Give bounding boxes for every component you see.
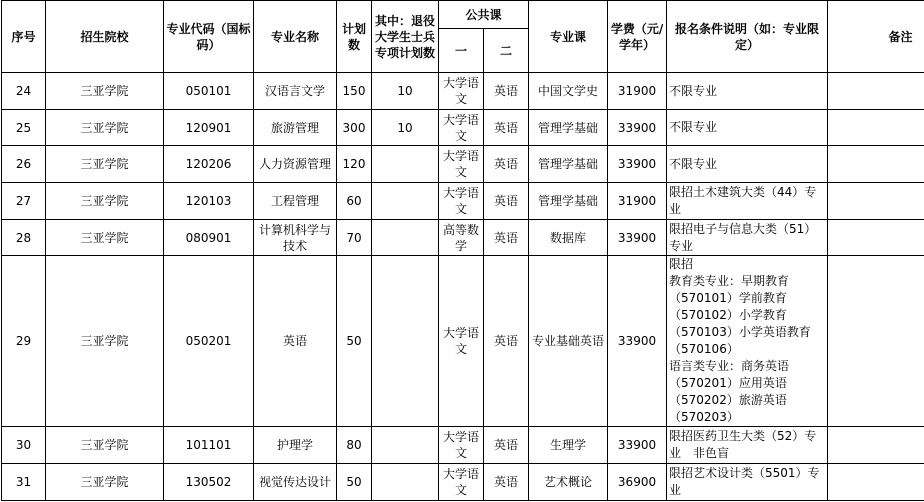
cell-public-two: 英语	[484, 427, 529, 464]
cell-remark	[828, 464, 924, 501]
cell-school: 三亚学院	[46, 146, 164, 183]
cell-major-course: 艺术概论	[529, 464, 608, 501]
cell-remark	[828, 256, 924, 427]
header-plan: 计划数	[337, 1, 372, 73]
cell-school: 三亚学院	[46, 427, 164, 464]
cell-tuition: 31900	[608, 73, 667, 110]
cell-major-code: 130502	[164, 464, 254, 501]
cell-major-code: 120103	[164, 183, 254, 220]
cell-major-name: 汉语言文学	[254, 73, 337, 110]
cell-remark	[828, 146, 924, 183]
cell-veteran-plan	[372, 183, 439, 220]
header-conditions: 报名条件说明（如：专业限定）	[667, 1, 828, 73]
cell-veteran-plan	[372, 464, 439, 501]
cell-major-code: 120901	[164, 110, 254, 146]
cell-school: 三亚学院	[46, 110, 164, 146]
table-row	[2, 256, 924, 427]
header-major-code: 专业代码（国标码）	[164, 1, 254, 73]
cell-seq: 31	[2, 464, 46, 501]
cell-tuition: 33900	[608, 427, 667, 464]
cell-conditions: 限招艺术设计类（5501）专业	[667, 464, 828, 501]
header-remark: 备注	[828, 1, 924, 73]
cell-conditions: 限招医药卫生大类（52）专业 非色盲	[667, 427, 828, 464]
header-tuition: 学费（元/学年）	[608, 1, 667, 73]
cell-major-code: 120206	[164, 146, 254, 183]
cell-public-one: 大学语文	[439, 183, 484, 220]
header-public-one: 一	[439, 29, 484, 73]
cell-conditions: 限招 教育类专业：早期教育（570101）学前教育（570102）小学教育（570103）小学英语教育（570106） 语言类专业：商务英语（570201）应用英语（570202）旅游英语（570203）	[667, 256, 828, 427]
cell-major-course: 数据库	[529, 220, 608, 256]
cell-major-code: 101101	[164, 427, 254, 464]
cell-major-course: 管理学基础	[529, 146, 608, 183]
header-school: 招生院校	[46, 1, 164, 73]
cell-remark	[828, 183, 924, 220]
cell-seq: 24	[2, 73, 46, 110]
cell-veteran-plan	[372, 146, 439, 183]
cell-conditions: 不限专业	[667, 73, 828, 110]
admission-table	[1, 0, 924, 501]
cell-major-course: 生理学	[529, 427, 608, 464]
cell-plan: 50	[337, 256, 372, 427]
cell-public-one: 大学语文	[439, 73, 484, 110]
cell-tuition: 36900	[608, 464, 667, 501]
cell-public-two: 英语	[484, 73, 529, 110]
cell-school: 三亚学院	[46, 220, 164, 256]
cell-public-one: 大学语文	[439, 256, 484, 427]
cell-seq: 30	[2, 427, 46, 464]
cell-major-name: 护理学	[254, 427, 337, 464]
cell-public-two: 英语	[484, 256, 529, 427]
cell-major-course: 中国文学史	[529, 73, 608, 110]
cell-conditions: 不限专业	[667, 110, 828, 146]
header-seq: 序号	[2, 1, 46, 73]
cell-major-name: 英语	[254, 256, 337, 427]
cell-remark	[828, 73, 924, 110]
cell-major-name: 视觉传达设计	[254, 464, 337, 501]
cell-veteran-plan	[372, 256, 439, 427]
cell-veteran-plan	[372, 427, 439, 464]
cell-plan: 120	[337, 146, 372, 183]
cell-plan: 150	[337, 73, 372, 110]
cell-school: 三亚学院	[46, 183, 164, 220]
cell-school: 三亚学院	[46, 464, 164, 501]
cell-public-two: 英语	[484, 464, 529, 501]
cell-tuition: 33900	[608, 256, 667, 427]
cell-major-course: 管理学基础	[529, 110, 608, 146]
cell-public-two: 英语	[484, 110, 529, 146]
cell-plan: 60	[337, 183, 372, 220]
cell-major-code: 080901	[164, 220, 254, 256]
cell-public-two: 英语	[484, 183, 529, 220]
cell-veteran-plan: 10	[372, 110, 439, 146]
cell-conditions: 不限专业	[667, 146, 828, 183]
cell-seq: 29	[2, 256, 46, 427]
cell-remark	[828, 427, 924, 464]
cell-veteran-plan: 10	[372, 73, 439, 110]
cell-major-course: 专业基础英语	[529, 256, 608, 427]
cell-tuition: 31900	[608, 183, 667, 220]
table-row	[2, 220, 924, 256]
cell-public-two: 英语	[484, 220, 529, 256]
header-major-course: 专业课	[529, 1, 608, 73]
cell-remark	[828, 110, 924, 146]
cell-public-one: 大学语文	[439, 427, 484, 464]
table-row	[2, 427, 924, 464]
cell-tuition: 33900	[608, 220, 667, 256]
cell-major-name: 工程管理	[254, 183, 337, 220]
cell-public-two: 英语	[484, 146, 529, 183]
table-row	[2, 183, 924, 220]
table-row	[2, 110, 924, 146]
cell-public-one: 大学语文	[439, 464, 484, 501]
header-public-two: 二	[484, 29, 529, 73]
table-row	[2, 464, 924, 501]
cell-public-one: 大学语文	[439, 110, 484, 146]
cell-school: 三亚学院	[46, 73, 164, 110]
cell-plan: 70	[337, 220, 372, 256]
header-public-course: 公共课	[439, 1, 529, 29]
cell-plan: 50	[337, 464, 372, 501]
cell-plan: 80	[337, 427, 372, 464]
cell-seq: 26	[2, 146, 46, 183]
cell-conditions: 限招电子与信息大类（51）专业	[667, 220, 828, 256]
cell-veteran-plan	[372, 220, 439, 256]
table-row	[2, 73, 924, 110]
cell-seq: 27	[2, 183, 46, 220]
cell-major-code: 050201	[164, 256, 254, 427]
cell-public-one: 高等数学	[439, 220, 484, 256]
cell-remark	[828, 220, 924, 256]
cell-tuition: 33900	[608, 110, 667, 146]
cell-seq: 25	[2, 110, 46, 146]
cell-major-name: 旅游管理	[254, 110, 337, 146]
cell-public-one: 大学语文	[439, 146, 484, 183]
cell-major-code: 050101	[164, 73, 254, 110]
cell-major-name: 人力资源管理	[254, 146, 337, 183]
cell-school: 三亚学院	[46, 256, 164, 427]
header-veteran-plan: 其中：退役大学生士兵专项计划数	[372, 1, 439, 73]
table-row	[2, 146, 924, 183]
cell-conditions: 限招土木建筑大类（44）专业	[667, 183, 828, 220]
cell-plan: 300	[337, 110, 372, 146]
cell-tuition: 33900	[608, 146, 667, 183]
header-major-name: 专业名称	[254, 1, 337, 73]
cell-major-name: 计算机科学与技术	[254, 220, 337, 256]
cell-seq: 28	[2, 220, 46, 256]
cell-major-course: 管理学基础	[529, 183, 608, 220]
